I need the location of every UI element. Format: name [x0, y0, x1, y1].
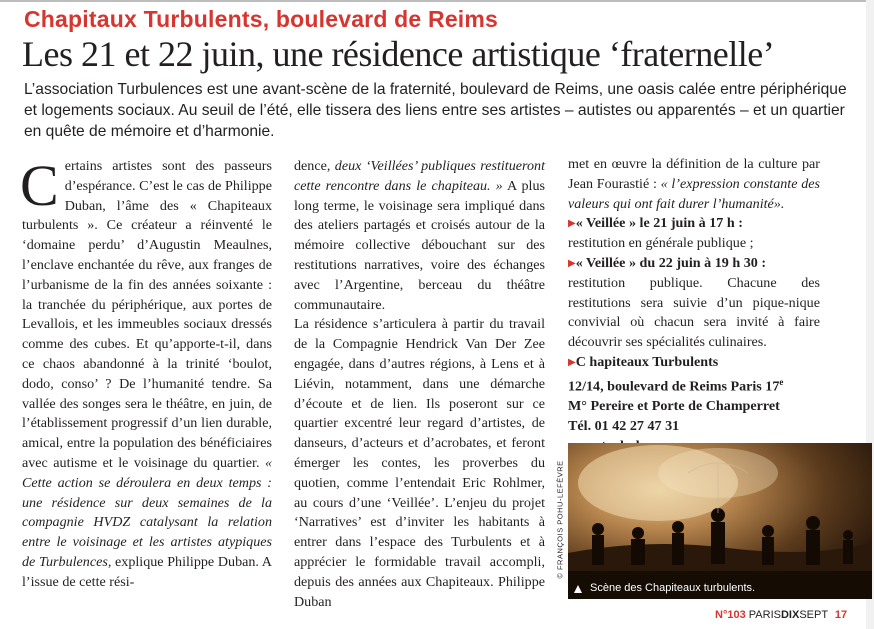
veillee1-date: le 21 juin à 17 h : — [639, 215, 743, 232]
col1-text: ertains artistes sont des passeurs d’espérance. C’est le cas de Philippe Duban, l’âme des « Chapiteaux turbulents ». Ce créateur a réinventé le ‘domaine perdu’ d’Augustin Meaulnes, l’enclave enchantée du rêve, aux franges de l’urbanisme de la fin des années soixante : la tranchée du périphérique, aux portes de Levallois, et les immeubles sociaux dressés comme des cubes. Et qu’apporte-t-il, dans ce chaos abandonné à la trinité ‘boulot, dodo, conso’ ? De l’humanité tendre. Sa vallée des songes sera le théâtre, en juin, de l’établissement progressif d’un lien durable, amical, entre la population des bénéficiaires avec autisme et le voisinage du quartier. — [22, 158, 272, 471]
col3-quote: « l’expression constante des valeurs qui ont fait durer l’humanité». — [568, 175, 820, 212]
col2-quote: deux ‘Veillées’ publiques restitueront cette rencontre dans le chapiteau. » — [294, 158, 545, 194]
standfirst: L’association Turbulences est une avant-scène de la fraternité, boulevard de Reims, une oasis calée entre périphérique et logements sociaux. Au seuil de l’été, elle tissera des liens entre ses artistes – autistes ou apparentés – et un quartier en quête de mémoire et d’harmonie. — [24, 81, 847, 140]
col1-quote: « Cette action se déroulera en deux temps : une résidence sur deux semaines de la compagnie HVDZ catalysant la relation entre le voisinage et les artistes atypiques de Turbulences, — [22, 454, 272, 570]
drop-cap: C — [20, 153, 59, 218]
veillee1-label: « Veillée » — [575, 215, 636, 232]
col3-start: met en œuvre la définition de la culture par Jean Fourastié : — [568, 156, 820, 192]
photo-caption: Scène des Chapiteaux turbulents. — [590, 582, 756, 594]
col2-start: dence, — [294, 158, 331, 174]
red-arrow-icon: ▶ — [568, 218, 576, 230]
venue-info — [568, 353, 820, 457]
red-arrow-icon: ▶ — [568, 257, 576, 269]
kicker: Chapitaux Turbulents, boulevard de Reims — [24, 6, 499, 32]
col2-paragraph-2: La résidence s’articulera à partir du travail de la Compagnie Hendrick Van Der Zee engagée, dans d’autres régions, à Lens et à Liévin, notamment, dans une démarche d’écoute et de lien. Ils poseront sur ce quartier excentré leur regard d’artistes, de danseurs, d’acteurs et d’acrobates, et feront émerger les contes, les proverbes du quotien, comme l’entendait Eric Rohlmer, au cours d’une ‘Veillée’. L’enjeu du projet ‘Narratives’ est d’inviter les habitants à entrer dans l’espace des Turbulents et à apprécier le formidable travail accompli, depuis des années aux Chapiteaux. Philippe Duban — [294, 316, 545, 610]
venue-phone: Tél. 01 42 27 47 31 — [568, 418, 680, 435]
page-number: 17 — [834, 609, 848, 621]
veillee2-label: « Veillée » — [575, 254, 636, 271]
col2-p1-end: A plus long terme, le voisinage sera impliqué dans des ateliers partagés et croisés autour de la mémoire collective débouchant sur des restitutions narratives, voire des échanges avec l’Argentine, berceau du théâtre communautaire. — [294, 177, 546, 313]
venue-address: 12/14, boulevard de Reims Paris 17 — [568, 378, 780, 395]
col1-end: explique Philippe Duban. A l’issue de cette rési- — [22, 553, 272, 590]
issue-number: N°103 — [715, 609, 746, 621]
stage-photo — [568, 443, 872, 599]
brand-dix: DIX — [780, 609, 800, 621]
venue-name: C hapiteaux Turbulents — [575, 353, 719, 370]
page-footer — [715, 609, 847, 621]
veillee2-desc: restitution publique. Chacune des restitutions sera suivie d’un pique-nique convivial où chacun sera invité à faire découvrir ses spécialités culinaires. — [568, 274, 820, 351]
column-3 — [568, 155, 820, 457]
brand-paris: PARIS — [748, 609, 781, 621]
top-rule — [0, 0, 874, 2]
red-arrow-icon: ▶ — [568, 356, 576, 368]
column-2 — [294, 157, 545, 612]
column-1 — [20, 153, 272, 593]
venue-metro: M° Pereire et Porte de Champerret — [568, 398, 780, 415]
veillee2-date: du 22 juin à 19 h 30 : — [639, 254, 767, 271]
headline: Les 21 et 22 juin, une résidence artistique ‘fraternelle’ — [22, 34, 775, 74]
photo-credit: © FRANÇOIS POHU-LEFÈVRE — [555, 460, 565, 579]
stage-photo-illustration — [568, 443, 872, 599]
venue-address-sup: e — [779, 376, 784, 387]
veillee1-desc: restitution en générale publique ; — [568, 235, 754, 252]
brand-sept: SEPT — [799, 609, 828, 621]
